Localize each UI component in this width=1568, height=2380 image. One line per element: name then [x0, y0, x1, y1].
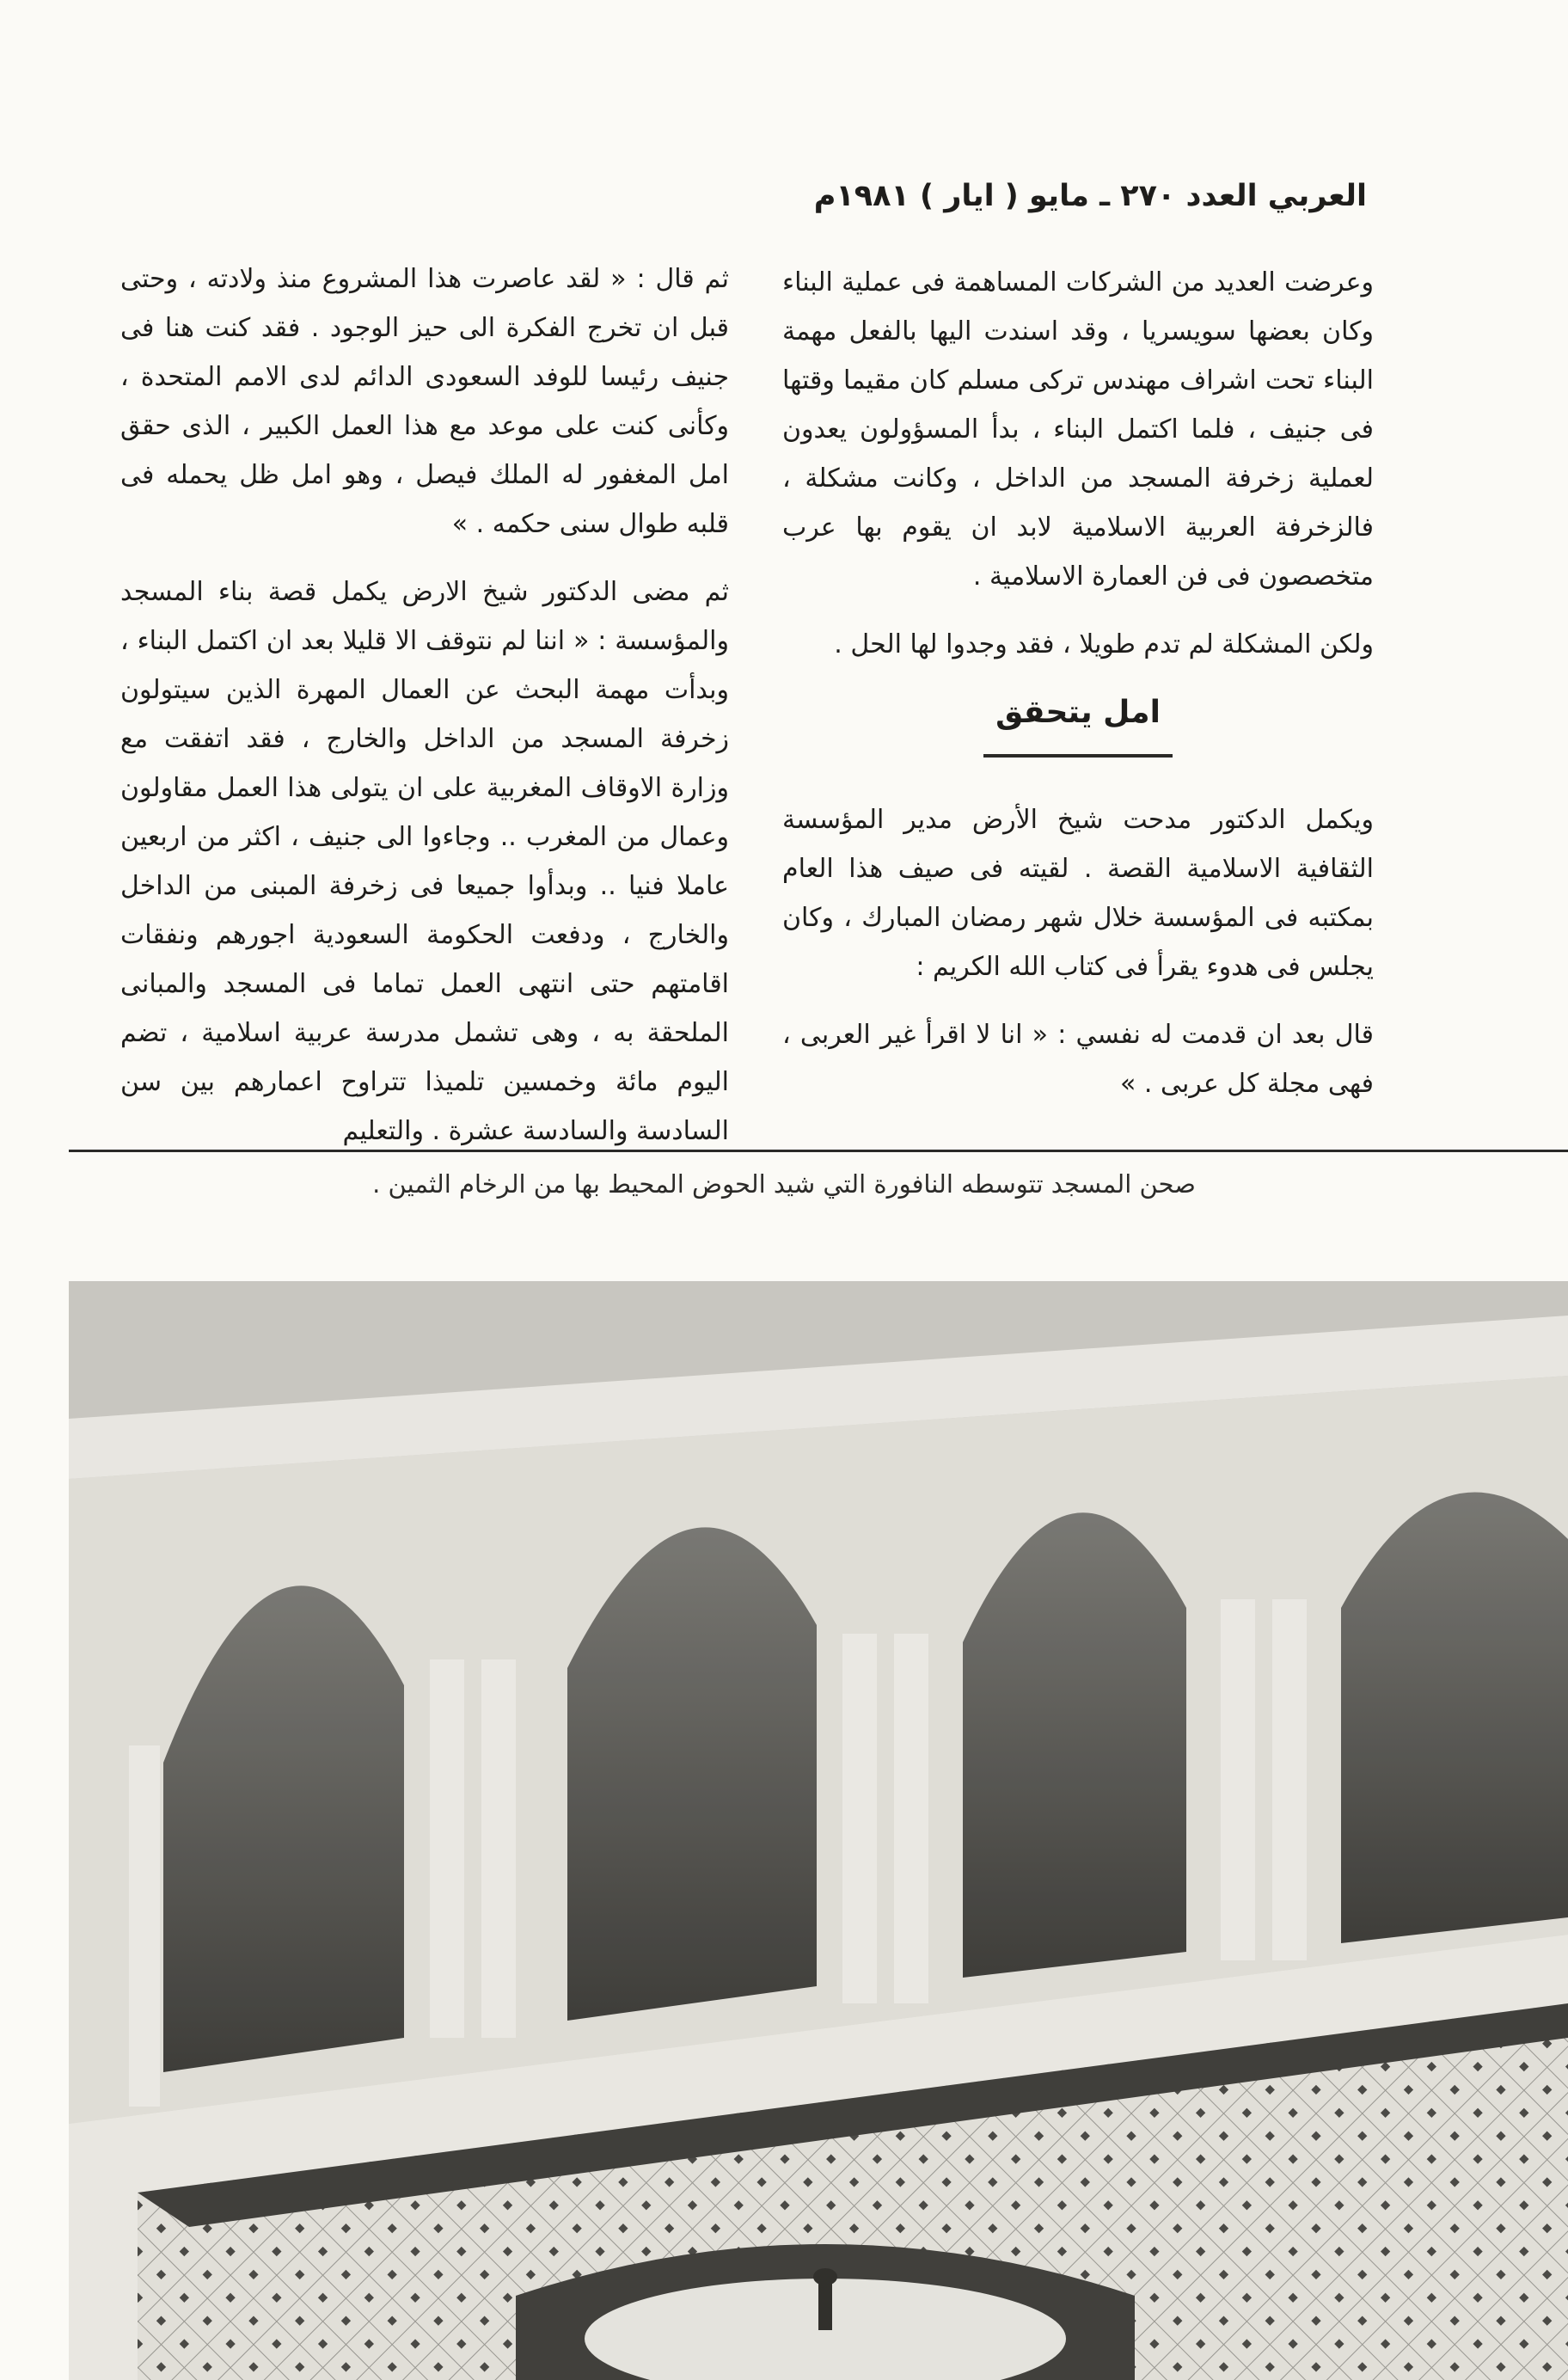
- photo-caption: صحن المسجد تتوسطه النافورة التي شيد الحوض المحيط بها من الرخام الثمين .: [372, 1169, 1196, 1199]
- paragraph: ولكن المشكلة لم تدم طويلا ، فقد وجدوا لها الحل .: [834, 629, 1374, 659]
- subheading-block: [782, 688, 1374, 758]
- paragraph: ثم مضى الدكتور شيخ الارض يكمل قصة بناء المسجد والمؤسسة : « اننا لم نتوقف الا قليلا بعد ان اكتمل البناء ، وبدأت مهمة البحث عن العمال المهرة الذين سيتولون زخرفة المسجد من الداخل والخارج ، فقد اتفقت مع وزارة الاوقاف المغربية على ان يتولى هذا العمل مقاولون وعمال من المغرب .. وجاءوا الى جنيف ، اكثر من اربعين عاملا فنيا .. وبدأوا جميعا فى زخرفة المبنى من الداخل والخارج ، ودفعت الحكومة السعودية اجورهم ونفقات اقامتهم حتى انتهى العمل تماما فى المسجد والمبانى الملحقة به ، وهى تشمل مدرسة عربية اسلامية ، تضم اليوم مائة وخمسين تلميذا تتراوح اعمارهم بين سن السادسة والسادسة عشرة . والتعليم: [120, 577, 729, 1146]
- paragraph: ويكمل الدكتور مدحت شيخ الأرض مدير المؤسسة الثقافية الاسلامية القصة . لقيته فى صيف هذا العام بمكتبه فى المؤسسة خلال شهر رمضان المبارك ، وكان يجلس فى هدوء يقرأ فى كتاب الله الكريم :: [782, 805, 1374, 982]
- mosque-courtyard-photo: [69, 1281, 1568, 2380]
- section-subheading: امل يتحقق: [983, 688, 1173, 758]
- article-column-left: [120, 255, 729, 1175]
- article-column-right: [782, 258, 1374, 1127]
- paragraph: وعرضت العديد من الشركات المساهمة فى عملية البناء وكان بعضها سويسريا ، وقد اسندت اليها بالفعل مهمة البناء تحت اشراف مهندس تركى مسلم كان مقيما وقتها فى جنيف ، فلما اكتمل البناء ، بدأ المسؤولون يعدون لعملية زخرفة المسجد من الداخل ، وكانت مشكلة ، فالزخرفة العربية الاسلامية لابد ان يقوم بها عرب متخصصون فى فن العمارة الاسلامية .: [782, 267, 1374, 592]
- paragraph: ثم قال : « لقد عاصرت هذا المشروع منذ ولادته ، وحتى قبل ان تخرج الفكرة الى حيز الوجود . فقد كنت هنا فى جنيف رئيسا للوفد السعودى الدائم لدى الامم المتحدة ، وكأنى كنت على موعد مع هذا العمل الكبير ، الذى حقق امل المغفور له الملك فيصل ، وهو امل ظل يحمله فى قلبه طوال سنى حكمه . »: [120, 264, 729, 539]
- running-header: العربي العدد ٢٧٠ ـ مايو ( ايار ) ١٩٨١م: [813, 179, 1367, 213]
- section-divider: [69, 1150, 1568, 1152]
- paragraph: قال بعد ان قدمت له نفسي : « انا لا اقرأ غير العربى ، فهى مجلة كل عربى . »: [782, 1020, 1374, 1099]
- courtyard-illustration: [69, 1281, 1568, 2380]
